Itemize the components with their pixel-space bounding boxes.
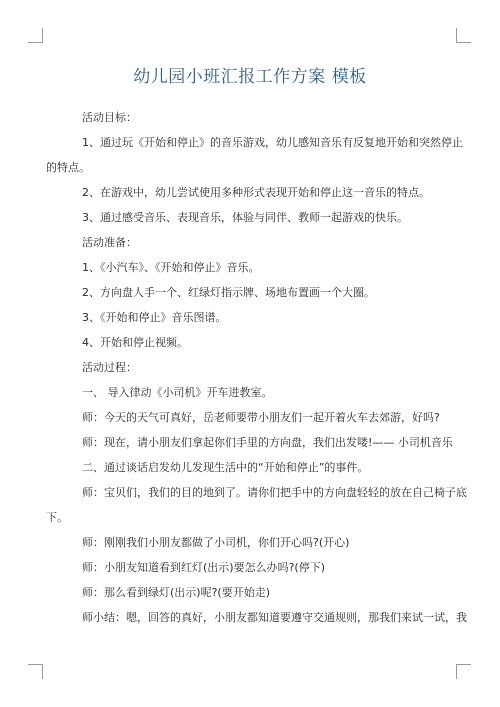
teacher-summary: 师小结：嗯，回答的真好，小朋友都知道要遵守交通规则，那我们来试一试，我	[82, 611, 467, 624]
goal-item-2: 2、在游戏中，幼儿尝试使用多种形式表现开始和停止这一音乐的特点。	[82, 186, 430, 199]
teacher-line-6: 师：那么看到绿灯(出示)呢?(要开始走)	[82, 586, 271, 599]
prep-item-1: 1、《小汽车》、《开始和停止》音乐。	[82, 261, 260, 274]
teacher-line-4: 师：刚刚我们小朋友都做了小司机，你们开心吗?(开心)	[82, 536, 350, 549]
prep-item-3: 3、《开始和停止》音乐图谱。	[82, 311, 227, 324]
document-title: 幼儿园小班汇报工作方案 模板	[133, 67, 367, 87]
process-step-1: 一、 导入律动《小司机》开车进教室。	[82, 386, 273, 399]
teacher-line-1: 师：今天的天气可真好，岳老师要带小朋友们一起开着火车去郊游，好吗?	[82, 411, 440, 424]
crop-mark-bottom-left	[28, 664, 43, 679]
teacher-line-5: 师：小朋友知道看到红灯(出示)要怎么办吗?(停下)	[82, 561, 326, 574]
goal-item-1-continued: 的特点。	[46, 161, 90, 174]
document-body	[46, 105, 467, 630]
crop-mark-bottom-right	[456, 664, 471, 679]
crop-mark-top-left	[28, 28, 43, 43]
goal-item-3: 3、通过感受音乐、表现音乐，体验与同伴、教师一起游戏的快乐。	[82, 211, 408, 224]
teacher-line-2: 师：现在，请小朋友们拿起你们手里的方向盘，我们出发喽!—— 小司机音乐	[82, 436, 453, 449]
crop-mark-top-right	[456, 28, 471, 43]
section-heading-preparation: 活动准备：	[82, 236, 137, 249]
teacher-line-3: 师：宝贝们，我们的目的地到了。请你们把手中的方向盘轻轻的放在自己椅子底	[82, 486, 467, 499]
prep-item-4: 4、开始和停止视频。	[82, 336, 188, 349]
section-heading-goals: 活动目标：	[82, 111, 137, 124]
goal-item-1: 1、通过玩《开始和停止》的音乐游戏，幼儿感知音乐有反复地开始和突然停止	[82, 136, 463, 149]
process-step-2: 二、通过谈话启发幼儿发现生活中的“开始和停止”的事件。	[82, 461, 369, 474]
teacher-line-3-continued: 下。	[46, 511, 68, 524]
section-heading-process: 活动过程：	[82, 361, 137, 374]
prep-item-2: 2、方向盘人手一个、红绿灯指示牌、场地布置画一个大圈。	[82, 286, 375, 299]
